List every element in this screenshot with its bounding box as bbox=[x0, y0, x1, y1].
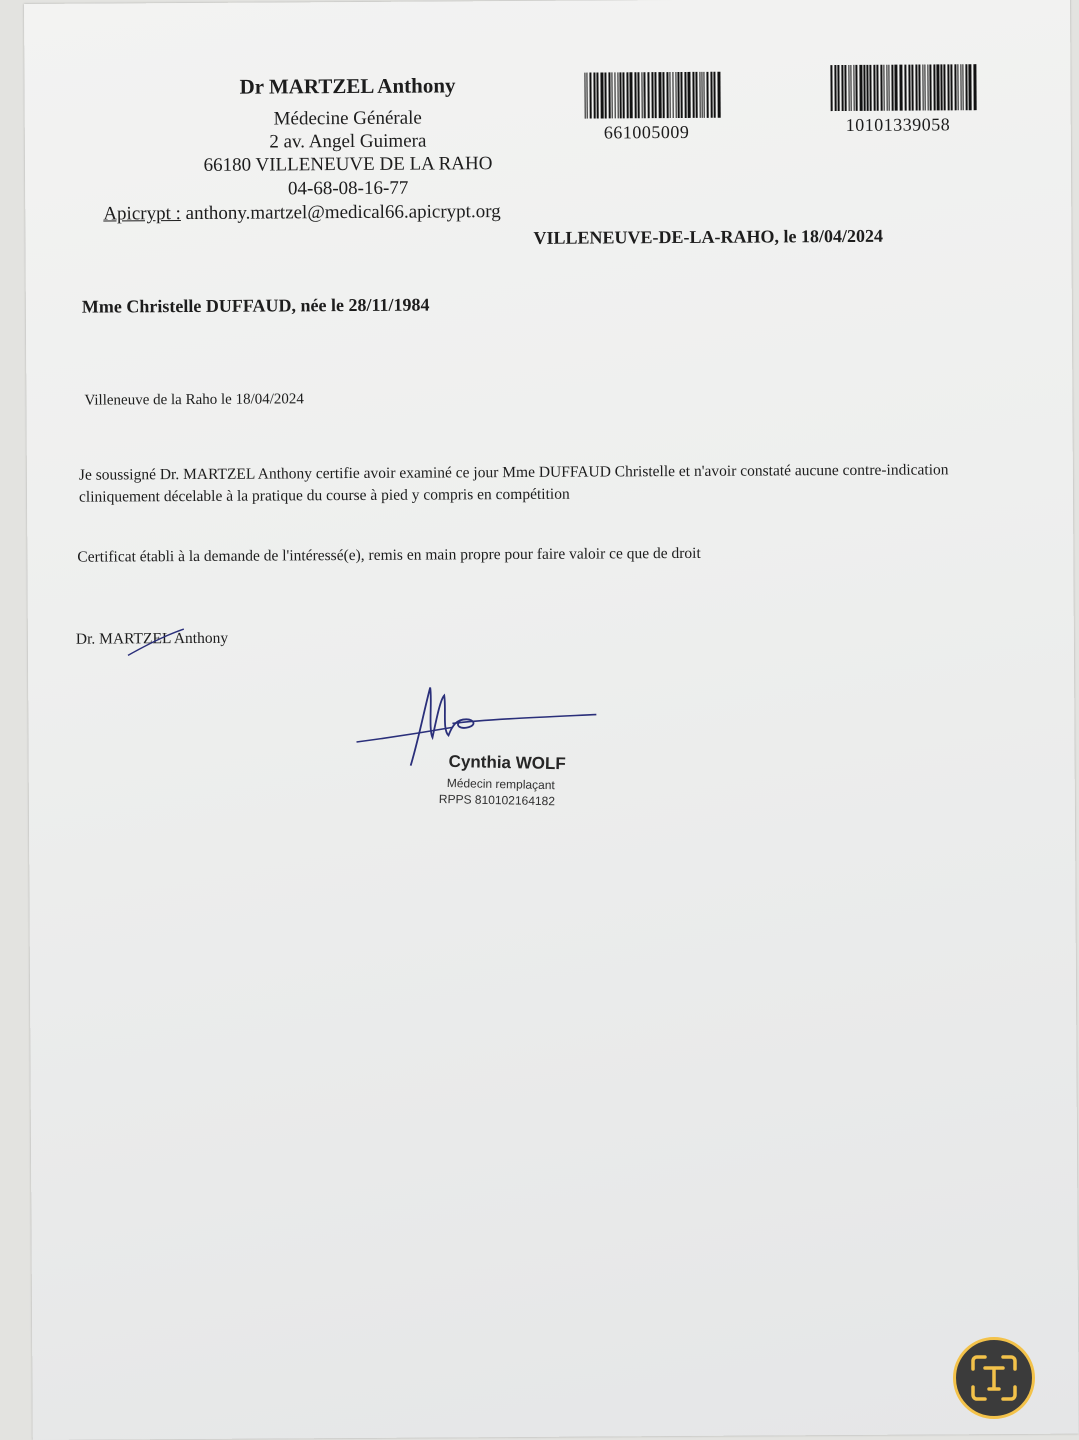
barcode-bar bbox=[892, 65, 894, 111]
barcode-bar bbox=[904, 65, 906, 111]
barcode-bar bbox=[634, 72, 636, 118]
barcode-bar bbox=[877, 65, 879, 111]
barcode-bar bbox=[663, 72, 665, 118]
barcode-bar bbox=[713, 72, 715, 118]
barcode-bar bbox=[948, 64, 950, 110]
barcode-bar bbox=[889, 65, 890, 111]
barcode-bar bbox=[929, 64, 931, 110]
certificate-page bbox=[24, 0, 1079, 1440]
barcode-bar bbox=[830, 65, 832, 111]
barcode-bar bbox=[837, 65, 839, 111]
letter-date: Villeneuve de la Raho le 18/04/2024 bbox=[84, 391, 304, 409]
barcode-bar bbox=[941, 64, 943, 110]
barcode-bar bbox=[629, 72, 632, 118]
barcode-adeli-number: 661005009 bbox=[603, 121, 690, 143]
stamp-name: Cynthia WOLF bbox=[448, 751, 566, 774]
barcode-bar bbox=[850, 65, 851, 111]
stamp-role: Médecin remplaçant bbox=[446, 776, 555, 793]
barcode-bar bbox=[894, 65, 897, 111]
barcode-bar bbox=[706, 72, 708, 118]
signature-strike bbox=[126, 627, 186, 657]
barcode-bar bbox=[717, 72, 720, 118]
barcode-bar bbox=[695, 72, 697, 118]
barcode-bar bbox=[899, 65, 902, 111]
doctor-name: Dr MARTZEL Anthony bbox=[239, 73, 456, 99]
barcode-bar bbox=[626, 72, 628, 118]
barcode-bar bbox=[844, 65, 846, 111]
doctor-phone: 04-68-08-16-77 bbox=[287, 177, 409, 200]
barcode-bar bbox=[604, 72, 606, 118]
barcode-bar bbox=[911, 65, 913, 111]
barcode-bar bbox=[586, 73, 587, 119]
barcode-bar bbox=[608, 72, 610, 118]
barcode-bar bbox=[673, 72, 674, 118]
certificate-body: Je soussigné Dr. MARTZEL Anthony certifie avoir examiné ce jour Mme DUFFAUD Christelle et n'avoir constaté aucune contre-indication cliniquement décelable à la pratique du course à pied y compris en compétition bbox=[78, 461, 949, 506]
barcode-bar bbox=[937, 64, 940, 110]
text-scan-icon bbox=[967, 1351, 1021, 1405]
doctor-street: 2 av. Angel Guimera bbox=[269, 130, 427, 153]
barcode-bar bbox=[962, 64, 963, 110]
barcode-bar bbox=[652, 72, 654, 118]
barcode-bar bbox=[681, 72, 683, 118]
text-scan-button[interactable] bbox=[953, 1337, 1035, 1419]
barcode-bar bbox=[955, 64, 957, 110]
barcode-bar bbox=[855, 65, 857, 111]
barcode-bar bbox=[655, 72, 657, 118]
barcode-bar bbox=[619, 72, 621, 118]
signature-line: Dr. MARTZEL Anthony bbox=[75, 629, 229, 648]
barcode-bar bbox=[859, 65, 862, 111]
barcode-bar bbox=[968, 64, 971, 110]
barcode-bar bbox=[933, 64, 936, 110]
barcode-bar bbox=[645, 72, 646, 118]
barcode-bar bbox=[834, 65, 836, 111]
stamp-rpps: RPPS 810102164182 bbox=[438, 791, 556, 809]
barcode-bar bbox=[863, 65, 866, 111]
barcode-bar bbox=[915, 65, 917, 111]
barcode-bar bbox=[670, 72, 671, 118]
barcode-bar bbox=[593, 73, 595, 119]
barcode-bar bbox=[710, 72, 712, 118]
place-date: VILLENEUVE-DE-LA-RAHO, le 18/04/2024 bbox=[533, 225, 884, 248]
barcode-bar bbox=[637, 72, 639, 118]
barcode-bar bbox=[693, 72, 695, 118]
barcode-bar bbox=[622, 72, 624, 118]
barcode-bar bbox=[918, 65, 920, 111]
barcode-bar bbox=[688, 72, 691, 118]
barcode-bar bbox=[908, 65, 910, 111]
barcode-bar bbox=[924, 64, 925, 110]
barcode-bar bbox=[884, 65, 885, 111]
barcode-bar bbox=[703, 72, 704, 118]
barcode-bar bbox=[600, 72, 603, 118]
barcode-bar bbox=[614, 72, 615, 118]
barcode-bar bbox=[867, 65, 869, 111]
barcode-bar bbox=[870, 65, 872, 111]
request-line: Certificat établi à la demande de l'intéressé(e), remis en main propre pour faire valoir ce que de droit bbox=[77, 544, 701, 566]
apicrypt-label: Apicrypt : bbox=[103, 203, 181, 225]
barcode-bar bbox=[667, 72, 669, 118]
barcode-bar bbox=[611, 72, 612, 118]
barcode-rpps bbox=[830, 64, 978, 111]
doctor-specialty: Médecine Générale bbox=[273, 107, 422, 130]
barcode-bar bbox=[973, 64, 976, 110]
barcode-bar bbox=[596, 72, 598, 118]
doctor-city: 66180 VILLENEUVE DE LA RAHO bbox=[203, 153, 493, 176]
barcode-rpps-number: 10101339058 bbox=[845, 114, 951, 135]
barcode-bar bbox=[659, 72, 662, 118]
patient-line: Mme Christelle DUFFAUD, née le 28/11/1984 bbox=[81, 294, 430, 317]
barcode-bar bbox=[841, 65, 843, 111]
barcode-bar bbox=[951, 64, 953, 110]
apicrypt-line bbox=[103, 201, 501, 225]
barcode-bar bbox=[958, 64, 959, 110]
apicrypt-email: anthony.martzel@medical66.apicrypt.org bbox=[180, 201, 501, 225]
barcode-bar bbox=[648, 72, 650, 118]
barcode-bar bbox=[678, 72, 680, 118]
barcode-bar bbox=[685, 72, 687, 118]
barcode-bar bbox=[881, 65, 883, 111]
barcode-bar bbox=[944, 64, 946, 110]
barcode-adeli bbox=[584, 72, 721, 119]
barcode-bar bbox=[965, 64, 967, 110]
barcode-bar bbox=[589, 73, 591, 119]
barcode-bar bbox=[874, 65, 876, 111]
